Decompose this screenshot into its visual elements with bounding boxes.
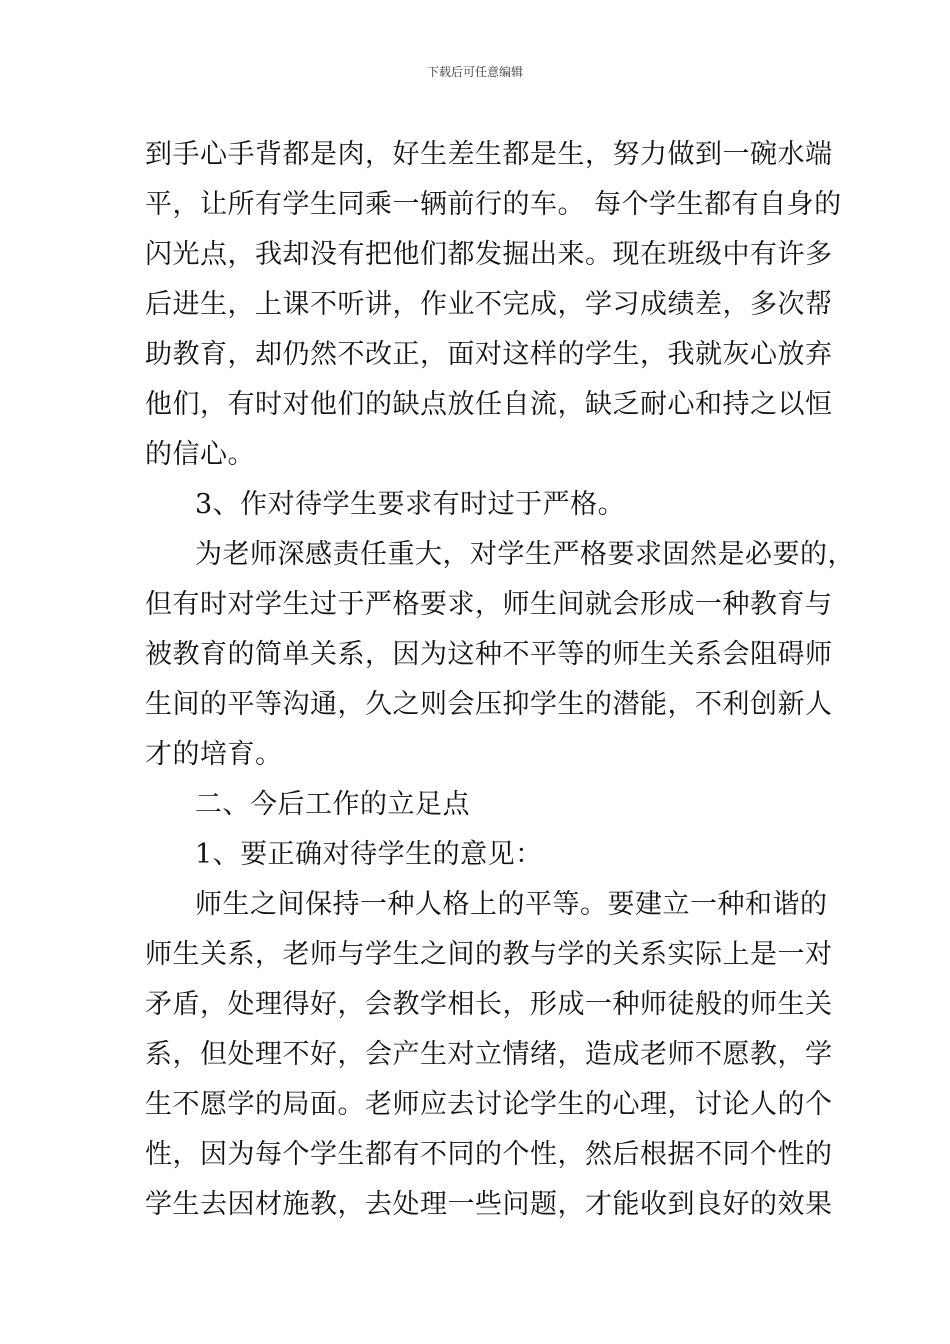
text-line: 师生关系，老师与学生之间的教与学的关系实际上是一对 — [145, 939, 833, 970]
text-line: 系，但处理不好，会产生对立情绪，造成老师不愿教，学 — [145, 1039, 833, 1070]
text-line: 生不愿学的局面。老师应去讨论学生的心理，讨论人的个 — [145, 1089, 833, 1120]
section-heading: 二、今后工作的立足点 — [195, 789, 470, 820]
paragraph-start: 师生之间保持一种人格上的平等。要建立一种和谐的 — [195, 889, 828, 920]
document-body — [145, 130, 855, 1230]
subsection-heading: 1、要正确对待学生的意见： — [195, 839, 543, 870]
text-line: 学生去因材施教，去处理一些问题，才能收到良好的效果 — [145, 1189, 833, 1220]
text-line: 的信心。 — [145, 439, 255, 470]
text-line: 矛盾，处理得好，会教学相长，形成一种师徒般的师生关 — [145, 989, 833, 1020]
section-heading: 3、作对待学生要求有时过于严格。 — [195, 489, 626, 520]
text-line: 助教育，却仍然不改正，面对这样的学生，我就灰心放弃 — [145, 339, 833, 370]
text-line: 后进生，上课不听讲，作业不完成，学习成绩差，多次帮 — [145, 289, 833, 320]
text-line: 被教育的简单关系，因为这种不平等的师生关系会阻碍师 — [145, 639, 833, 670]
text-line: 生间的平等沟通，久之则会压抑学生的潜能，不利创新人 — [145, 689, 833, 720]
text-line: 但有时对学生过于严格要求，师生间就会形成一种教育与 — [145, 589, 833, 620]
text-line: 平，让所有学生同乘一辆前行的车。 每个学生都有自身的 — [145, 189, 842, 220]
paragraph-start: 为老师深感责任重大，对学生严格要求固然是必要的， — [195, 539, 855, 570]
page-header-note: 下载后可任意编辑 — [426, 65, 523, 79]
text-line: 性，因为每个学生都有不同的个性，然后根据不同个性的 — [145, 1139, 833, 1170]
text-line: 才的培育。 — [145, 739, 283, 770]
text-line: 闪光点，我却没有把他们都发掘出来。现在班级中有许多 — [145, 239, 833, 270]
text-line: 到手心手背都是肉，好生差生都是生，努力做到一碗水端 — [145, 139, 833, 170]
text-line: 他们，有时对他们的缺点放任自流，缺乏耐心和持之以恒 — [145, 389, 833, 420]
